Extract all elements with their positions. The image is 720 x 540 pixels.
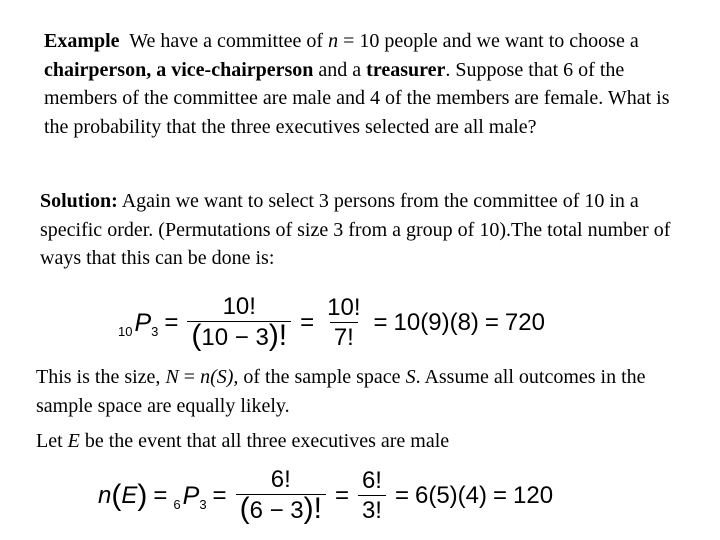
eq1-fraction-1-denominator: (10 − 3)!: [187, 321, 291, 353]
eq1-pre-subscript: 10: [118, 323, 133, 339]
eq1-post-subscript: 3: [151, 323, 159, 339]
example-text-3: . Suppose that 6 of the members of the committee are male and 4 of the members are female. What is the probability that the three executives selected are all male?: [44, 58, 670, 138]
eq2-result: 120: [513, 482, 554, 509]
eq1-equals-3: =: [373, 309, 388, 336]
permutation-equation-event: [98, 466, 553, 526]
solution-label: Solution:: [40, 190, 118, 212]
eq2-pre-subscript: 6: [173, 496, 181, 512]
eq2-lhs-close-paren: ): [137, 479, 148, 512]
example-role-treasurer: treasurer: [366, 58, 446, 81]
eq2-lhs-n: n: [98, 482, 112, 509]
example-text-1: We have a committee of: [129, 30, 324, 52]
eq1-fraction-1: [187, 293, 291, 353]
example-text-2: = 10 people and we want to choose a: [343, 30, 639, 52]
eq2-fraction-2-numerator: 6!: [361, 466, 382, 494]
event-E: E: [67, 430, 80, 452]
eq2-equals-4: =: [394, 482, 409, 509]
eq1-fraction-2-denominator: 7!: [330, 322, 358, 353]
eq2-fraction-1: [236, 466, 326, 526]
eq2-equals-1: =: [153, 482, 168, 509]
eq2-post-subscript: 3: [199, 496, 207, 512]
size-nS: n(S),: [200, 366, 239, 388]
eq1-product: 10(9)(8): [393, 309, 479, 336]
eq1-fraction-1-numerator: 10!: [222, 293, 256, 320]
example-roles: chairperson, a vice-chairperson: [44, 58, 314, 81]
eq1-equals-1: =: [164, 309, 179, 336]
sample-space-paragraph: [36, 363, 676, 420]
size-equals: =: [183, 366, 196, 388]
size-S: S: [405, 366, 416, 388]
eq1-equals-4: =: [484, 309, 499, 336]
solution-text: Again we want to select 3 persons from the committee of 10 in a specific order. (Permutations of size 3 from a group of 10).The total number of ways that this can be done is:: [40, 190, 671, 269]
permutation-equation-total: [118, 293, 545, 353]
eq2-fraction-1-denominator: (6 − 3)!: [236, 494, 326, 526]
size-text-3: . Assume all outcomes in the sample space are equally likely.: [36, 366, 646, 417]
eq2-fraction-1-numerator: 6!: [270, 466, 291, 493]
solution-paragraph: [40, 187, 680, 273]
size-text-1: This is the size,: [36, 366, 161, 388]
eq1-fraction-2: [323, 294, 364, 353]
eq2-equals-2: =: [212, 482, 227, 509]
size-text-2: of the sample space: [243, 366, 401, 388]
eq1-equals-2: =: [300, 309, 315, 336]
example-and: and a: [318, 58, 362, 81]
eq2-lhs-open-paren: (: [111, 479, 122, 512]
event-definition-line: [36, 427, 676, 456]
example-n-variable: n: [328, 30, 339, 52]
eq1-fraction-2-numerator: 10!: [327, 293, 361, 321]
event-text-1: Let: [36, 430, 63, 452]
example-paragraph: [44, 27, 684, 141]
eq2-permutation-symbol: P: [182, 481, 200, 510]
eq2-equals-5: =: [493, 482, 508, 509]
eq2-fraction-2: [358, 467, 386, 526]
size-N: N: [165, 366, 179, 388]
example-label: Example: [44, 30, 120, 52]
eq2-lhs-E: E: [121, 482, 138, 509]
eq2-equals-3: =: [334, 482, 349, 509]
event-text-2: be the event that all three executives are male: [84, 430, 450, 452]
eq1-permutation-symbol: P: [134, 308, 152, 337]
eq2-fraction-2-denominator: 3!: [358, 495, 386, 526]
eq2-product: 6(5)(4): [414, 482, 487, 509]
eq1-result: 720: [504, 309, 545, 336]
